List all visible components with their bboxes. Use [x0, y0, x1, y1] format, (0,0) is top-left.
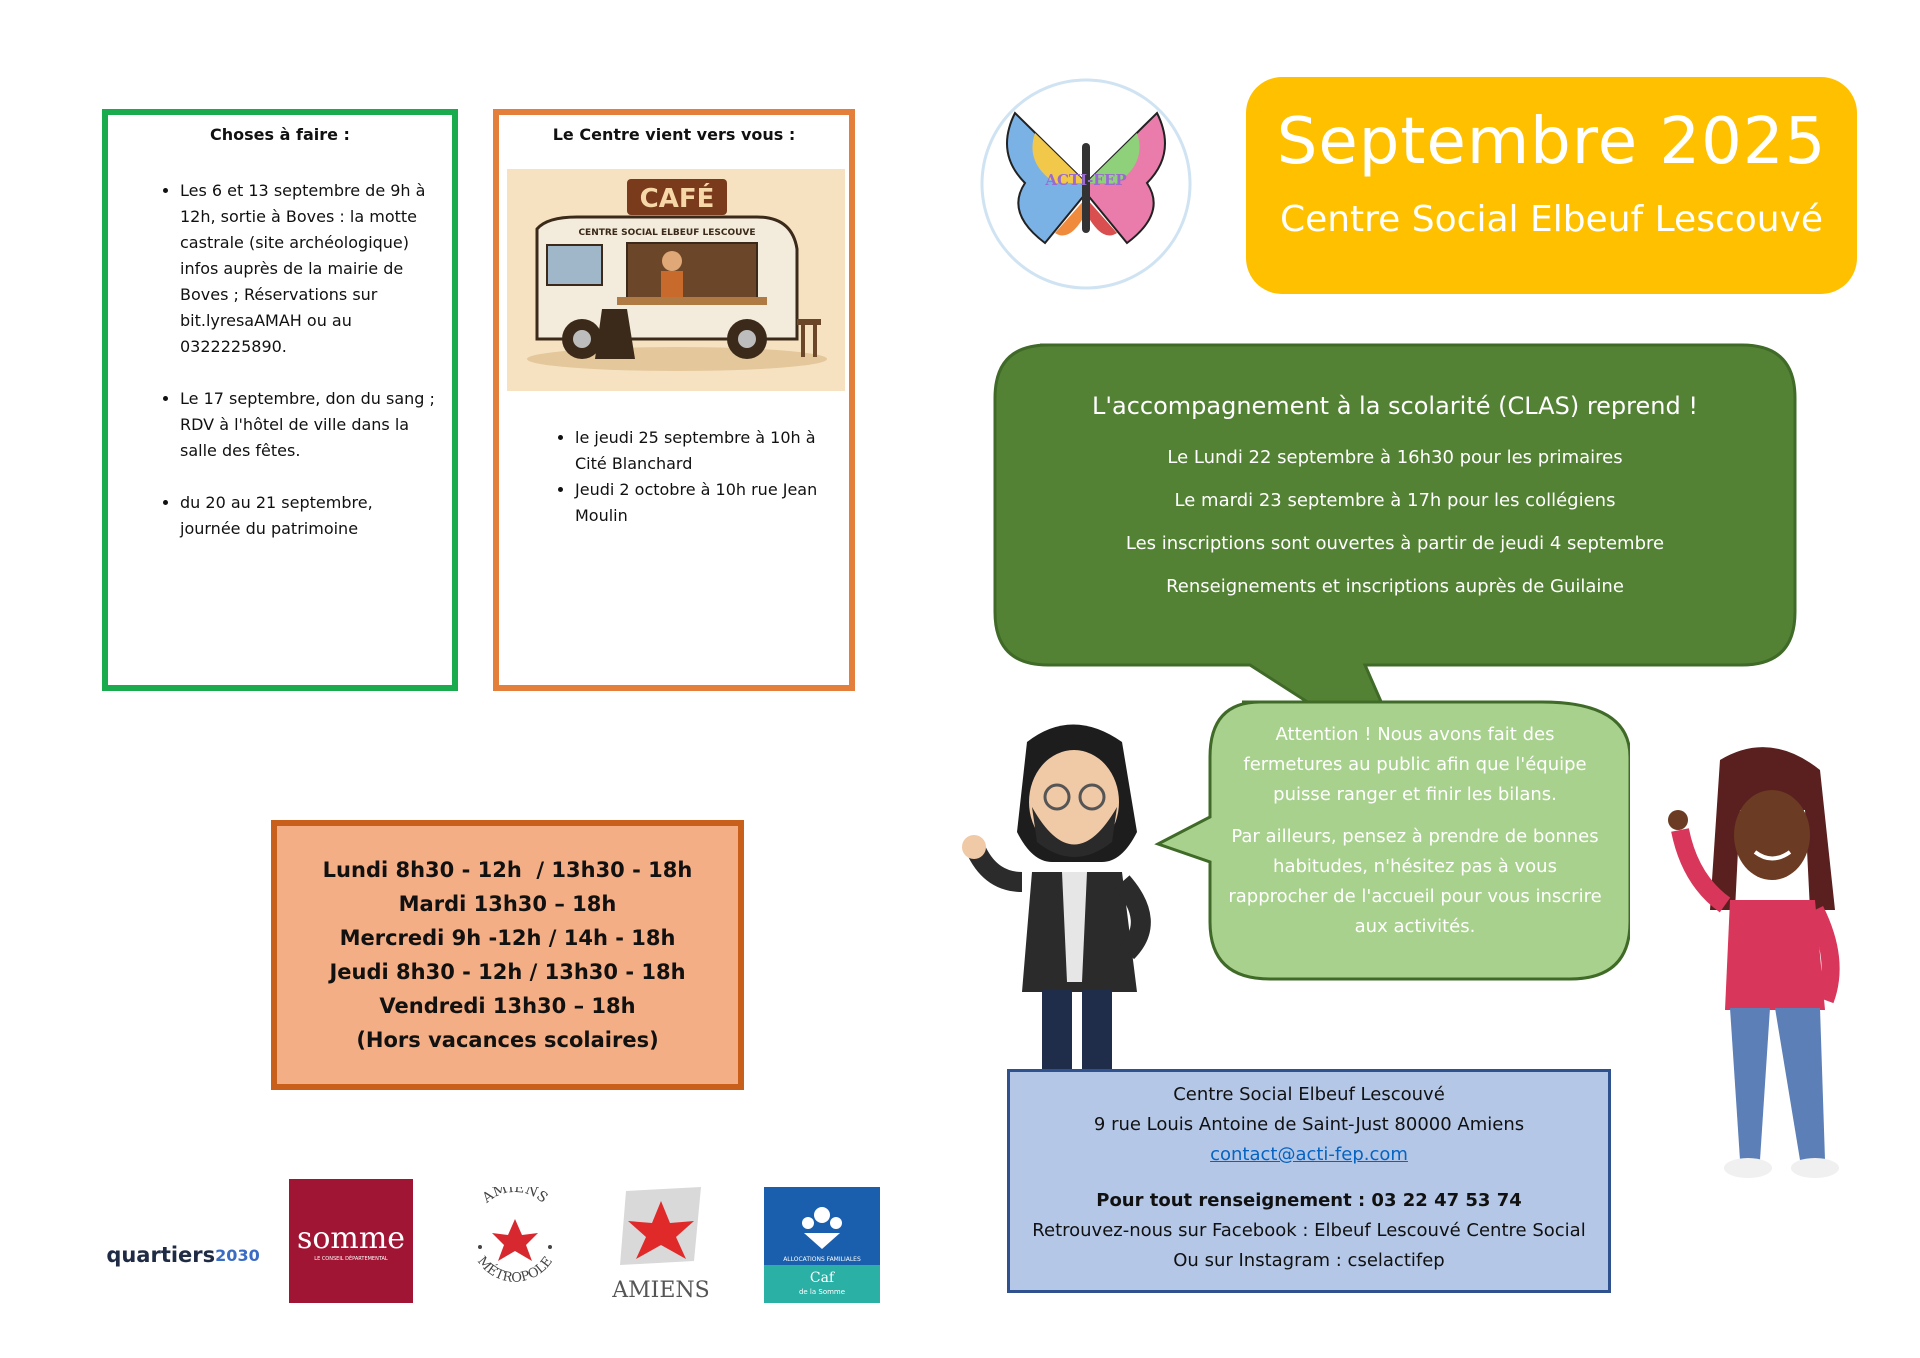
caf-sub-text: de la Somme	[798, 1288, 846, 1296]
hours-line: Lundi 8h30 - 12h / 13h30 - 18h	[322, 858, 693, 882]
amiens-logo	[606, 1181, 716, 1305]
todo-box	[102, 109, 458, 691]
opening-hours-box	[271, 820, 744, 1090]
somme-text: somme	[296, 1220, 406, 1256]
female-avatar-icon	[1660, 740, 1860, 1180]
hours-line: (Hors vacances scolaires)	[356, 1028, 659, 1052]
quartiers-text: quartiers	[106, 1243, 216, 1267]
van-text: CENTRE SOCIAL ELBEUF LESCOUVE	[578, 228, 756, 238]
caf-emblem-icon	[764, 1187, 880, 1303]
todo-title: Choses à faire :	[210, 125, 350, 144]
notice-paragraph: Attention ! Nous avons fait des fermetures au public afin que l'équipe puisse ranger et finir les bilans.	[1243, 724, 1587, 805]
contact-phone: Pour tout renseignement : 03 22 47 53 74	[1096, 1190, 1522, 1211]
list-item: • du 20 au 21 septembre, journée du patrimoine	[180, 490, 436, 542]
female-avatar	[1660, 740, 1860, 1180]
svg-text:MÉTROPOLE	[474, 1254, 556, 1286]
contact-instagram: Ou sur Instagram : cselactifep	[1173, 1250, 1445, 1271]
centre-title: Le Centre vient vers vous :	[552, 125, 796, 144]
somme-sub: LE CONSEIL DÉPARTEMENTAL	[314, 1255, 388, 1262]
hours-line: Jeudi 8h30 - 12h / 13h30 - 18h	[329, 960, 686, 984]
notice-paragraph: Par ailleurs, pensez à prendre de bonnes habitudes, n'hésitez pas à vous rapprocher de l'accueil pour vous inscrire aux activités.	[1228, 826, 1602, 937]
contact-facebook: Retrouvez-nous sur Facebook : Elbeuf Lescouvé Centre Social	[1032, 1220, 1586, 1241]
centre-list	[499, 425, 849, 529]
somme-logo	[289, 1179, 413, 1303]
amiens-metropole-logo	[460, 1187, 570, 1302]
list-item: • Les 6 et 13 septembre de 9h à 12h, sortie à Boves : la motte castrale (site archéologique) infos auprès de la mairie de Boves ; Réservations sur bit.lyresaAMAH ou au 0322225890.	[180, 178, 436, 360]
hours-line: Vendredi 13h30 – 18h	[379, 994, 636, 1018]
clas-line: Le Lundi 22 septembre à 16h30 pour les primaires	[1167, 447, 1623, 468]
contact-address: 9 rue Louis Antoine de Saint-Just 80000 Amiens	[1093, 1114, 1525, 1135]
amiens-metropole-top: AMIENS	[479, 1187, 551, 1207]
page-subtitle: Centre Social Elbeuf Lescouvé	[1279, 199, 1824, 240]
cafe-sign-text: CAFÉ	[639, 184, 715, 214]
list-item: • Jeudi 2 octobre à 10h rue Jean Moulin	[575, 477, 829, 529]
title-box	[1246, 77, 1857, 294]
clas-heading: L'accompagnement à la scolarité (CLAS) reprend !	[1092, 392, 1698, 420]
svg-text:AMIENS	[479, 1187, 551, 1207]
amiens-metropole-bottom: MÉTROPOLE	[474, 1253, 556, 1286]
clas-text	[1000, 392, 1790, 608]
clas-line: Les inscriptions sont ouvertes à partir de jeudi 4 septembre	[1125, 533, 1665, 554]
centre-box	[493, 109, 855, 691]
male-avatar	[962, 712, 1187, 1072]
cafe-van-illustration	[507, 169, 845, 391]
acti-fep-logo	[975, 73, 1197, 295]
caf-top-text: ALLOCATIONS FAMILIALES	[783, 1256, 861, 1263]
amiens-metropole-emblem-icon	[460, 1187, 570, 1302]
caf-text: Caf	[809, 1270, 835, 1286]
clas-line: Renseignements et inscriptions auprès de Guilaine	[1166, 576, 1624, 597]
butterfly-icon	[975, 73, 1197, 295]
todo-list	[108, 178, 452, 542]
list-item: • le jeudi 25 septembre à 10h à Cité Blanchard	[575, 425, 829, 477]
hours-line: Mercredi 9h -12h / 14h - 18h	[339, 926, 676, 950]
list-item: • Le 17 septembre, don du sang ; RDV à l'hôtel de ville dans la salle des fêtes.	[180, 386, 436, 464]
amiens-text: AMIENS	[612, 1278, 710, 1303]
clas-line: Le mardi 23 septembre à 17h pour les collégiens	[1174, 490, 1616, 511]
contact-email-link[interactable]: contact@acti-fep.com	[1210, 1144, 1408, 1165]
male-avatar-icon	[962, 712, 1187, 1072]
cafe-van-image	[507, 169, 845, 391]
hours-line: Mardi 13h30 – 18h	[398, 892, 617, 916]
caf-logo	[764, 1187, 880, 1303]
page-title: Septembre 2025	[1276, 105, 1827, 179]
acti-fep-text: ACTI-FEP	[1045, 171, 1127, 189]
amiens-emblem-icon	[606, 1181, 716, 1305]
quartiers-year: 2030	[215, 1245, 260, 1265]
notice-text	[1225, 720, 1605, 954]
contact-name: Centre Social Elbeuf Lescouvé	[1173, 1084, 1445, 1105]
quartiers-2030-logo	[108, 1235, 258, 1275]
contact-box	[1007, 1069, 1611, 1293]
